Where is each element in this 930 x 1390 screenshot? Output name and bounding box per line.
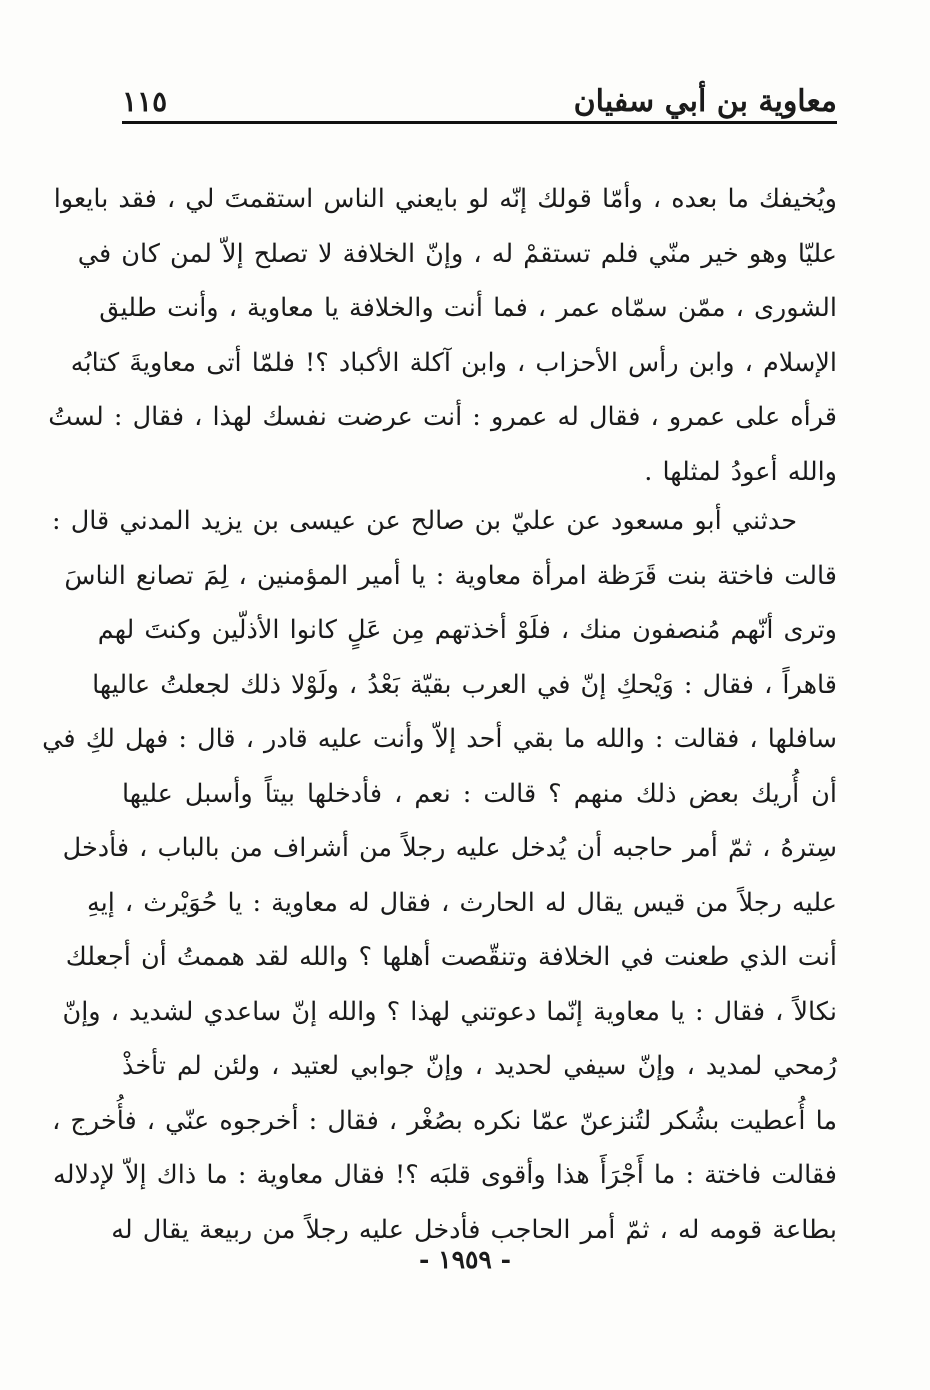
text-line: والله أعودُ لمثلها . bbox=[644, 456, 837, 487]
text-line: ويُخيفك ما بعده ، وأمّا قولك إنّه لو بايعني الناس استقمتَ لي ، فقد بايعوا bbox=[53, 184, 837, 214]
paragraph-2 bbox=[42, 494, 837, 1257]
text-line: الشورى ، ممّن سمّاه عمر ، فما أنت والخلافة يا معاوية ، وأنت طليق bbox=[99, 293, 837, 323]
text-line: قاهراً ، فقال : وَيْحكِ إنّ في العرب بقيّة بَعْدُ ، ولَوْلا ذلك لجعلتُ عاليها bbox=[92, 669, 837, 700]
text-line: أن أُريك بعض ذلك منهم ؟ قالت : نعم ، فأدخلها بيتاً وأسبل عليها bbox=[122, 778, 837, 809]
text-line: سِترهُ ، ثمّ أمر حاجبه أن يُدخل عليه رجلاً من أشراف من بالباب ، فأدخل bbox=[62, 833, 837, 863]
text-line: عليّا وهو خير منّي فلم تستقمْ له ، وإنّ الخلافة لا تصلح إلاّ لمن كان في bbox=[77, 238, 837, 269]
text-line: ما أُعطيت بشُكر لتُنزعنّ عمّا نكره بصُغْر ، فقال : أخرجوه عنّي ، فأُخرج ، bbox=[52, 1105, 837, 1136]
paragraph-1 bbox=[48, 172, 837, 499]
running-head bbox=[122, 72, 837, 122]
text-line: نكالاً ، فقال : يا معاوية إنّما دعوتني لهذا ؟ والله إنّ ساعدي لشديد ، وإنّ bbox=[62, 996, 837, 1027]
text-line: فقالت فاختة : ما أَجْرَأَ هذا وأقوى قلبَه ؟! فقال معاوية : ما ذاك إلاّ لإدلاله bbox=[53, 1160, 837, 1190]
text-line: قالت فاختة بنت قَرَظة امرأة معاوية : يا أمير المؤمنين ، لِمَ تصانع الناسَ bbox=[64, 560, 837, 591]
text-line: بطاعة قومه له ، ثمّ أمر الحاجب فأدخل عليه رجلاً من ربيعة يقال له bbox=[111, 1214, 837, 1245]
text-line: رُمحي لمديد ، وإنّ سيفي لحديد ، وإنّ جوابي لعتيد ، ولئن لم تأخذْ bbox=[122, 1051, 837, 1081]
text-line: وترى أنّهم مُنصفون منك ، فلَوْ أخذتهم مِن عَلٍ كانوا الأذلّين وكنتَ لهم bbox=[97, 615, 837, 645]
running-head-page-number: ١١٥ bbox=[122, 85, 168, 118]
running-head-title: معاوية بن أبي سفيان bbox=[573, 84, 837, 119]
text-line: حدثني أبو مسعود عن عليّ بن صالح عن عيسى بن يزيد المدني قال : bbox=[52, 506, 797, 536]
folio-number: - ١٩٥٩ - bbox=[419, 1245, 511, 1274]
text-line: الإسلام ، وابن رأس الأحزاب ، وابن آكلة الأكباد ؟! فلمّا أتى معاويةَ كتابُه bbox=[70, 347, 837, 378]
text-line: سافلها ، فقالت : والله ما بقي أحد إلاّ وأنت عليه قادر ، قال : فهل لكِ في bbox=[42, 724, 837, 754]
text-line: أنت الذي طعنت في الخلافة وتنقّصت أهلها ؟ والله لقد هممتُ أن أجعلك bbox=[65, 942, 837, 972]
header-rule bbox=[122, 121, 837, 124]
text-line: عليه رجلاً من قيس يقال له الحارث ، فقال له معاوية : يا حُوَيْرث ، إيهِ bbox=[86, 887, 837, 918]
text-line: قرأه على عمرو ، فقال له عمرو : أنت عرضت نفسك لهذا ، فقال : لستُ bbox=[48, 402, 837, 432]
